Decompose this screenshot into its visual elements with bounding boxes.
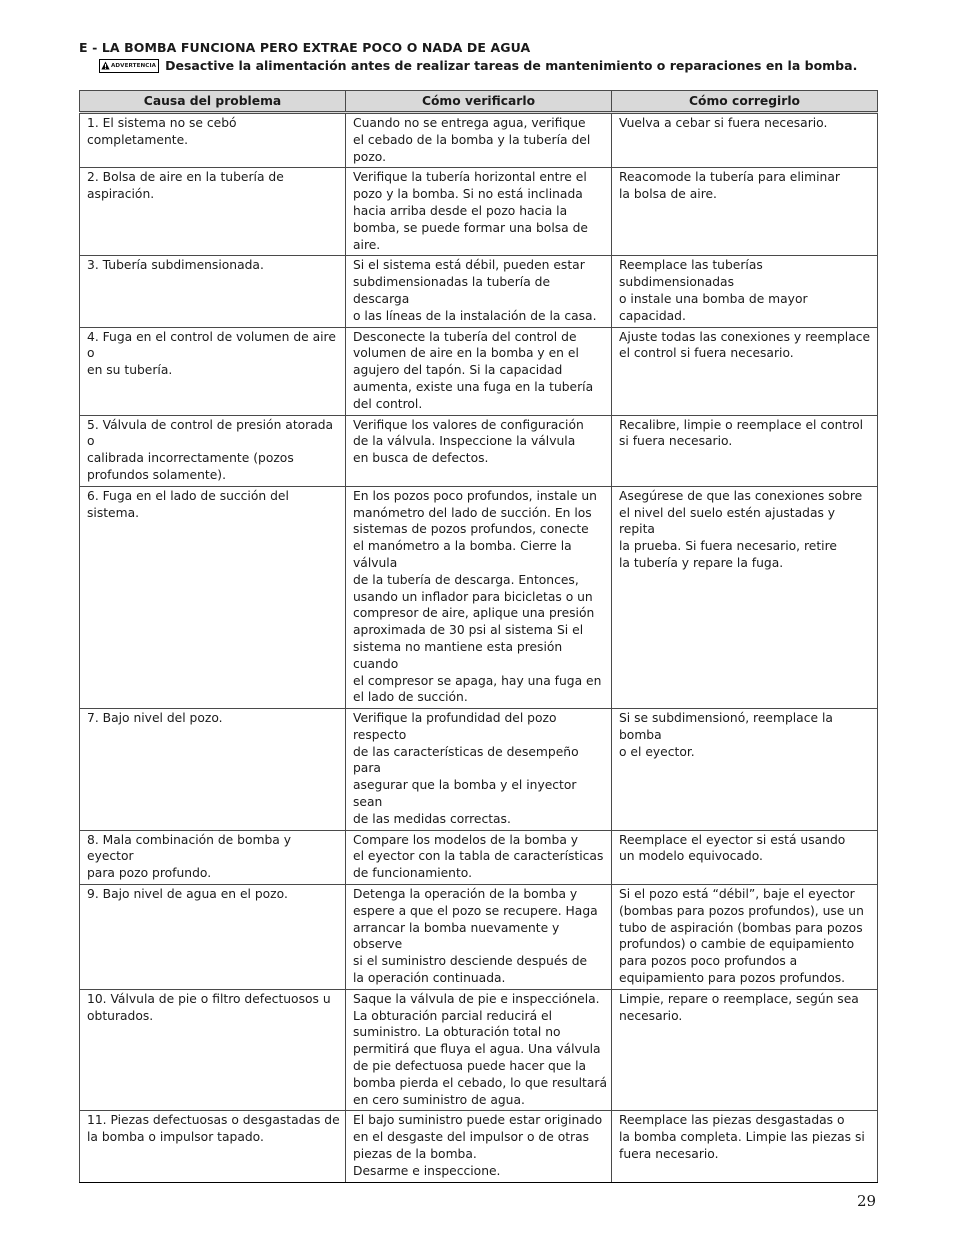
fix-cell: Reemplace las piezas desgastadas o la bomba completa. Limpie las piezas si fuera necesario. [612, 1111, 878, 1182]
table-row [80, 168, 878, 256]
check-cell: Cuando no se entrega agua, verifique el cebado de la bomba y la tubería del pozo. [346, 113, 612, 168]
check-cell: El bajo suministro puede estar originado en el desgaste del impulsor o de otras piezas de la bomba. Desarme e inspeccione. [346, 1111, 612, 1182]
cause-cell: 9. Bajo nivel de agua en el pozo. [80, 885, 346, 990]
table-row [80, 830, 878, 884]
table-row [80, 709, 878, 831]
table-row [80, 256, 878, 327]
warning-badge-label: ADVERTENCIA [111, 62, 157, 69]
fix-cell: Recalibre, limpie o reemplace el control si fuera necesario. [612, 415, 878, 486]
cause-cell: 5. Válvula de control de presión atorada o calibrada incorrectamente (pozos profundos solamente). [80, 415, 346, 486]
fix-cell: Reemplace el eyector si está usando un modelo equivocado. [612, 830, 878, 884]
fix-cell: Si el pozo está “débil”, baje el eyector (bombas para pozos profundos), use un tubo de aspiración (bombas para pozos profundos) o cambie de equipamiento para pozos poco profundos a equipamiento para pozos profundos. [612, 885, 878, 990]
warning-triangle-icon [101, 61, 110, 70]
fix-cell: Reacomode la tubería para eliminar la bolsa de aire. [612, 168, 878, 256]
check-cell: Verifique la tubería horizontal entre el pozo y la bomba. Si no está inclinada hacia arriba desde el pozo hacia la bomba, se puede formar una bolsa de aire. [346, 168, 612, 256]
fix-cell: Limpie, repare o reemplace, según sea necesario. [612, 989, 878, 1111]
check-cell: Verifique los valores de configuración de la válvula. Inspeccione la válvula en busca de defectos. [346, 415, 612, 486]
cause-cell: 6. Fuga en el lado de succión del sistema. [80, 486, 346, 708]
cause-cell: 4. Fuga en el control de volumen de aire o en su tubería. [80, 327, 346, 415]
fix-cell: Vuelva a cebar si fuera necesario. [612, 113, 878, 168]
cause-cell: 11. Piezas defectuosas o desgastadas de la bomba o impulsor tapado. [80, 1111, 346, 1182]
warning-badge [99, 59, 159, 73]
page-number: 29 [857, 1192, 877, 1210]
cause-cell: 1. El sistema no se cebó completamente. [80, 113, 346, 168]
header-fix: Cómo corregirlo [612, 91, 878, 113]
header-cause: Causa del problema [80, 91, 346, 113]
check-cell: Si el sistema está débil, pueden estar subdimensionadas la tubería de descarga o las líneas de la instalación de la casa. [346, 256, 612, 327]
cause-cell: 7. Bajo nivel del pozo. [80, 709, 346, 831]
fix-cell: Ajuste todas las conexiones y reemplace el control si fuera necesario. [612, 327, 878, 415]
table-row [80, 885, 878, 990]
header-check: Cómo verificarlo [346, 91, 612, 113]
warning-text: Desactive la alimentación antes de realizar tareas de mantenimiento o reparaciones en la bomba. [165, 58, 858, 73]
troubleshooting-table [79, 90, 878, 1183]
table-row [80, 113, 878, 168]
check-cell: Verifique la profundidad del pozo respecto de las características de desempeño para asegurar que la bomba y el inyector sean de las medidas correctas. [346, 709, 612, 831]
check-cell: Saque la válvula de pie e inspecciónela. La obturación parcial reducirá el suministro. La obturación total no permitirá que fluya el agua. Una válvula de pie defectuosa puede hacer que la bomba pierda el cebado, lo que resultará en cero suministro de agua. [346, 989, 612, 1111]
check-cell: Desconecte la tubería del control de volumen de aire en la bomba y en el agujero del tapón. Si la capacidad aumenta, existe una fuga en la tubería del control. [346, 327, 612, 415]
cause-cell: 10. Válvula de pie o filtro defectuosos u obturados. [80, 989, 346, 1111]
fix-cell: Asegúrese de que las conexiones sobre el nivel del suelo estén ajustadas y repita la prueba. Si fuera necesario, retire la tubería y repare la fuga. [612, 486, 878, 708]
table-row [80, 415, 878, 486]
table-row [80, 989, 878, 1111]
cause-cell: 3. Tubería subdimensionada. [80, 256, 346, 327]
table-row [80, 327, 878, 415]
fix-cell: Si se subdimensionó, reemplace la bomba o el eyector. [612, 709, 878, 831]
table-body [80, 113, 878, 1183]
table-header-row [80, 91, 878, 113]
check-cell: En los pozos poco profundos, instale un manómetro del lado de succión. En los sistemas de pozos profundos, conecte el manómetro a la bomba. Cierre la válvula de la tubería de descarga. Entonces, usando un inflador para bicicletas o un compresor de aire, aplique una presión aproximada de 30 psi al sistema Si el sistema no mantiene esta presión cuando el compresor se apaga, hay una fuga en el lado de succión. [346, 486, 612, 708]
cause-cell: 8. Mala combinación de bomba y eyector para pozo profundo. [80, 830, 346, 884]
cause-cell: 2. Bolsa de aire en la tubería de aspiración. [80, 168, 346, 256]
table-row [80, 1111, 878, 1182]
check-cell: Detenga la operación de la bomba y espere a que el pozo se recupere. Haga arrancar la bomba nuevamente y observe si el suministro desciende después de la operación continuada. [346, 885, 612, 990]
section-heading: E - LA BOMBA FUNCIONA PERO EXTRAE POCO O NADA DE AGUA [79, 40, 531, 55]
check-cell: Compare los modelos de la bomba y el eyector con la tabla de características de funcionamiento. [346, 830, 612, 884]
warning-notice [99, 58, 857, 73]
table-row [80, 486, 878, 708]
fix-cell: Reemplace las tuberías subdimensionadas o instale una bomba de mayor capacidad. [612, 256, 878, 327]
